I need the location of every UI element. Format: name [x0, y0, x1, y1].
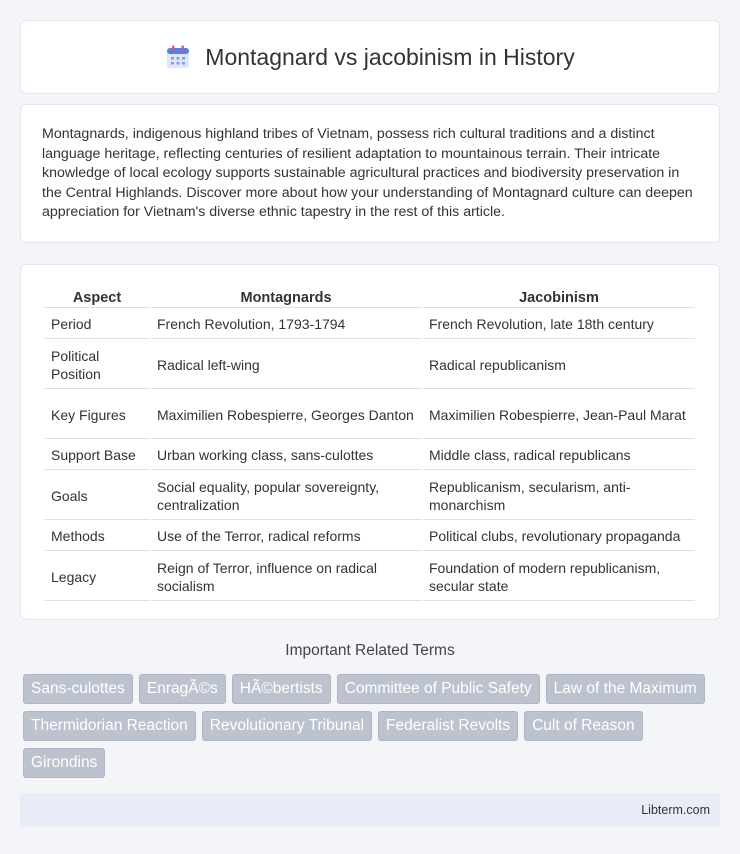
table-row — [45, 472, 695, 520]
table-row — [45, 391, 695, 439]
cell-aspect: Legacy — [45, 553, 149, 601]
intro-text: Montagnards, indigenous highland tribes of Vietnam, possess rich cultural traditions and a distinct language heritage, reflecting centuries of resilient adaptation to mountainous terrain. Their intricate knowledge of local ecology supports sustainable agricultural practices and biodiversity preservation in the Central Highlands. Discover more about how your understanding of Montagnard culture can deepen appreciation for Vietnam's diverse ethnic tapestry in the rest of this article. — [42, 126, 693, 221]
cell-montagnards: French Revolution, 1793-1794 — [151, 310, 421, 339]
cell-montagnards: Social equality, popular sovereignty, centralization — [151, 472, 421, 520]
cell-jacobinism: Radical republicanism — [423, 341, 695, 389]
cell-montagnards: Reign of Terror, influence on radical socialism — [151, 553, 421, 601]
page-header — [20, 20, 720, 94]
comparison-card — [20, 264, 720, 620]
header-jacobinism: Jacobinism — [423, 287, 695, 308]
cell-montagnards: Urban working class, sans-culottes — [151, 441, 421, 470]
comparison-table — [43, 285, 697, 603]
cell-montagnards: Maximilien Robespierre, Georges Danton — [151, 391, 421, 439]
page-title: Montagnard vs jacobinism in History — [205, 43, 575, 70]
tag-law-of-the-maximum[interactable]: Law of the Maximum — [546, 674, 705, 704]
intro-card — [20, 104, 720, 243]
cell-aspect: Support Base — [45, 441, 149, 470]
cell-jacobinism: Maximilien Robespierre, Jean-Paul Marat — [423, 391, 695, 439]
header-montagnards: Montagnards — [151, 287, 421, 308]
cell-jacobinism: Middle class, radical republicans — [423, 441, 695, 470]
cell-jacobinism: French Revolution, late 18th century — [423, 310, 695, 339]
cell-montagnards: Radical left-wing — [151, 341, 421, 389]
table-row — [45, 341, 695, 389]
table-row — [45, 553, 695, 601]
footer-brand-link[interactable]: Libterm.com — [641, 803, 710, 817]
related-terms-list — [23, 674, 720, 778]
table-row — [45, 441, 695, 470]
tag-thermidorian-reaction[interactable]: Thermidorian Reaction — [23, 711, 196, 741]
cell-aspect: Period — [45, 310, 149, 339]
tag-hebertists[interactable]: HÃ©bertists — [232, 674, 331, 704]
cell-aspect: Methods — [45, 522, 149, 551]
table-row — [45, 310, 695, 339]
tag-girondins[interactable]: Girondins — [23, 748, 105, 778]
table-row — [45, 522, 695, 551]
tag-revolutionary-tribunal[interactable]: Revolutionary Tribunal — [202, 711, 372, 741]
cell-jacobinism: Republicanism, secularism, anti-monarchism — [423, 472, 695, 520]
calendar-icon — [165, 44, 191, 70]
cell-jacobinism: Foundation of modern republicanism, secular state — [423, 553, 695, 601]
cell-montagnards: Use of the Terror, radical reforms — [151, 522, 421, 551]
related-terms-title: Important Related Terms — [285, 642, 455, 659]
cell-aspect: Goals — [45, 472, 149, 520]
cell-jacobinism: Political clubs, revolutionary propaganda — [423, 522, 695, 551]
tag-enrages[interactable]: EnragÃ©s — [139, 674, 226, 704]
tag-federalist-revolts[interactable]: Federalist Revolts — [378, 711, 518, 741]
cell-aspect: Political Position — [45, 341, 149, 389]
cell-aspect: Key Figures — [45, 391, 149, 439]
footer-bar — [20, 793, 720, 827]
header-aspect: Aspect — [45, 287, 149, 308]
tag-cult-of-reason[interactable]: Cult of Reason — [524, 711, 643, 741]
tag-committee-of-public-safety[interactable]: Committee of Public Safety — [337, 674, 540, 704]
table-header-row — [45, 287, 695, 308]
tag-sans-culottes[interactable]: Sans-culottes — [23, 674, 133, 704]
